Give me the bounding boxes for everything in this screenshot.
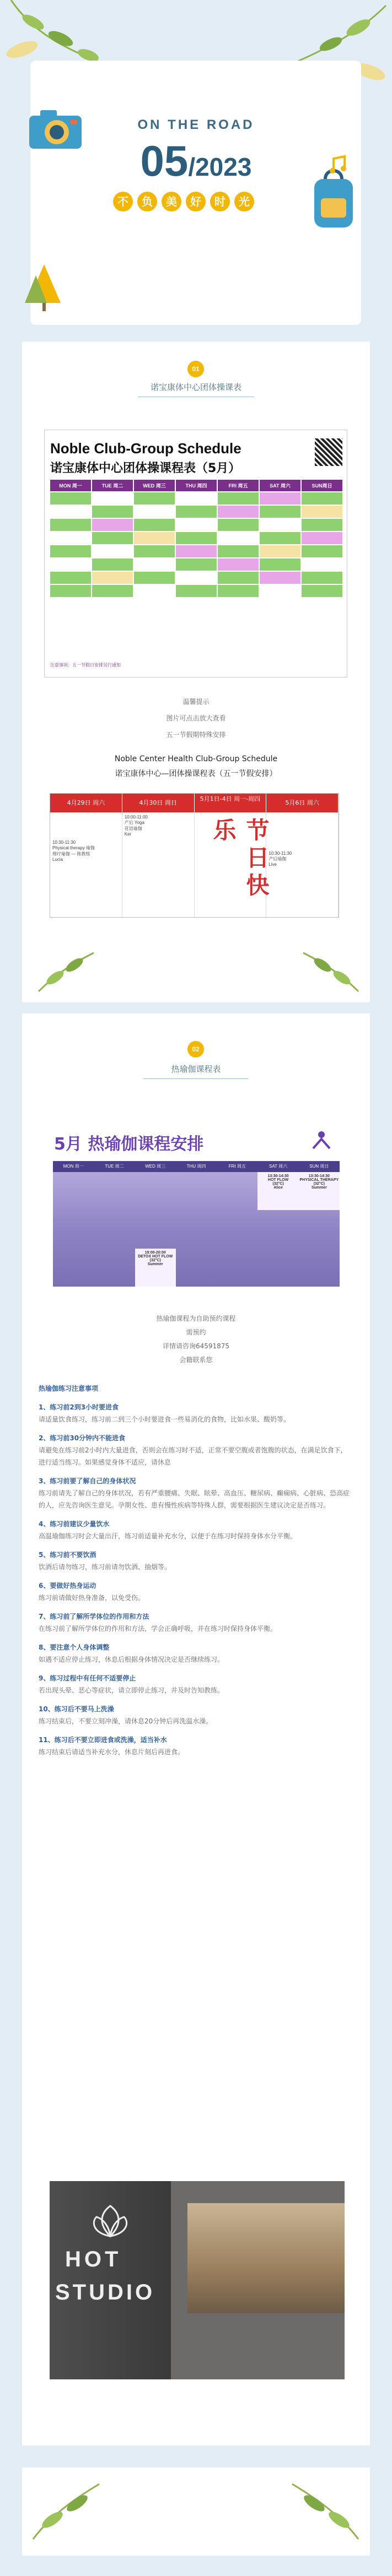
day-header: THU 周四: [176, 480, 217, 491]
class-cell: [50, 519, 91, 531]
hero-slogan: [113, 192, 254, 211]
tip-answer: 若出现头晕、恶心等症状，请立即停止练习，并及时告知教练。: [39, 1686, 224, 1694]
tip-question: 3、练习前要了解自己的身体状况: [39, 1477, 136, 1485]
yoga-day-header: WED 周三: [135, 1161, 176, 1172]
class-cell: [260, 572, 300, 584]
class-cell: [218, 492, 259, 505]
hot-studio-photo: [50, 2181, 345, 2379]
day-header: WED 周三: [134, 480, 175, 491]
class-cell: [260, 558, 300, 571]
class-cell: [302, 532, 342, 544]
hero-month: 05: [140, 137, 189, 185]
day-header: MON 周一: [50, 480, 91, 491]
class-cell: [260, 545, 300, 557]
holiday-date: 4月29日 周六: [50, 794, 122, 812]
holiday-cell: 10:30-11:30 产后瑜伽 Live: [266, 812, 339, 917]
class-cell: [302, 492, 342, 505]
class-cell: [50, 572, 91, 584]
tip-question: 5、练习前不要饮酒: [39, 1551, 96, 1559]
leaf-decoration-icon: [287, 2479, 364, 2545]
yoga-cell: [217, 1249, 257, 1287]
notice-line: 温馨提示: [182, 698, 210, 706]
class-cell: [218, 506, 259, 518]
section2-divider: [143, 1078, 249, 1079]
schedule-note: 注意事项：五一节假日安排另行通知: [50, 663, 121, 668]
class-cell: [134, 532, 175, 544]
class-cell: [50, 585, 91, 597]
yoga-day-header: SUN 周日: [299, 1161, 340, 1172]
yoga-cell: [135, 1172, 176, 1210]
class-cell: [302, 545, 342, 557]
class-cell: [302, 585, 342, 597]
holiday-title-en: Noble Center Health Club-Group Schedule: [114, 755, 278, 763]
slogan-char: 光: [234, 192, 254, 211]
class-cell: [134, 545, 175, 557]
day-header: SAT 周六: [260, 480, 300, 491]
class-cell: [92, 532, 133, 544]
yoga-cell: [135, 1210, 176, 1248]
schedule-title-cn: 诺宝康体中心团体操课程表（5月）: [50, 462, 241, 475]
class-cell: [176, 492, 217, 505]
hot-yoga-schedule-image[interactable]: [49, 1124, 343, 1289]
yoga-cell: [94, 1172, 135, 1210]
slogan-char: 负: [137, 192, 157, 211]
class-cell: [134, 492, 175, 505]
class-cell: [134, 519, 175, 531]
yoga-class-sat: 13:30-14:30 HOT FLOW (32°C) Alice: [257, 1172, 298, 1210]
yoga-cell: [176, 1172, 217, 1210]
class-cell: [176, 558, 217, 571]
section2-badge: 02: [187, 1041, 204, 1057]
info-line: 需预约: [186, 1328, 206, 1336]
class-cell: [260, 519, 300, 531]
yoga-cell: [53, 1249, 94, 1287]
class-cell: [218, 519, 259, 531]
yoga-cell: [94, 1249, 135, 1287]
tip-answer: 请避免在练习前2小时内大量进食，否则会在练习时不适，正常不要空腹或者饱腹的状态，在满足饮食下，进行适当练习。如果感觉身体不适应，请休息: [39, 1446, 347, 1466]
holiday-title-cn: 诺宝康体中心—团体操课程表（五一节假安排）: [115, 769, 277, 778]
tree-icon: [25, 264, 63, 314]
slogan-char: 不: [113, 192, 133, 211]
yoga-grid: [53, 1161, 340, 1287]
holiday-body-row: [50, 812, 339, 917]
tip-answer: 如遇不适应停止练习，休息后根据身体情况决定是否继续练习。: [39, 1656, 224, 1663]
leaf-decoration-icon: [28, 2479, 105, 2545]
hero-subtitle: ON THE ROAD: [137, 117, 255, 132]
yoga-cell: [94, 1210, 135, 1248]
class-cell: [218, 572, 259, 584]
yoga-day-header: SAT 周六: [257, 1161, 298, 1172]
tip-question: 1、练习前2到3小时要进食: [39, 1403, 119, 1411]
class-cell: [260, 506, 300, 518]
class-cell: [176, 545, 217, 557]
notice-line: 图片可点击放大查看: [166, 714, 226, 722]
class-cell: [218, 585, 259, 597]
studio-logo-text: HOT: [65, 2247, 122, 2271]
class-cell: [92, 492, 133, 505]
tip-question: 6、要做好热身运动: [39, 1582, 96, 1590]
hero-year: /2023: [188, 153, 252, 181]
class-cell: [134, 585, 175, 597]
holiday-date: 5月1日-4日 周一-周四: [195, 794, 267, 812]
holiday-cell: [195, 812, 270, 917]
studio-room: [187, 2203, 345, 2313]
tip-question: 7、练习前了解所学体位的作用和方法: [39, 1613, 149, 1620]
section2-title: 热瑜伽课程表: [171, 1064, 221, 1074]
day-header: FRI 周五: [218, 480, 259, 491]
tip-answer: 饮酒后请勿练习，练习前请勿饮酒、抽烟等。: [39, 1563, 171, 1571]
slogan-char: 时: [210, 192, 230, 211]
hero-banner: [0, 0, 392, 336]
tip-question: 2、练习前30分钟内不能进食: [39, 1434, 126, 1442]
qr-code-icon: [315, 438, 342, 466]
schedule-image[interactable]: [44, 430, 347, 677]
tip-answer: 练习前请先了解自己的身体状况，若有严重腰痛、失眠、眩晕、高血压、糖尿病、癫痫病、心脏病、恐高症的人，应先咨询医生意见。孕期女性、患有慢性疾病等特殊人群，需要根据医生建议决定是否练习。: [39, 1489, 350, 1509]
tip-answer: 请适量饮食练习，练习前二到三个小时要进食一些易消化的食物，比如水果、酸奶等。: [39, 1416, 291, 1423]
class-cell: [92, 506, 133, 518]
holiday-schedule-table[interactable]: [50, 793, 339, 918]
class-cell: [134, 506, 175, 518]
yoga-cell: [53, 1172, 94, 1210]
hero-date: [0, 136, 392, 186]
class-cell: [302, 519, 342, 531]
class-cell: [176, 585, 217, 597]
holiday-date: 5月6日 周六: [266, 794, 339, 812]
class-cell: [260, 532, 300, 544]
class-cell: [50, 532, 91, 544]
slogan-char: 好: [186, 192, 206, 211]
class-cell: [134, 558, 175, 571]
tip-answer: 练习结束后请适当补充水分，休息片刻后再进食。: [39, 1748, 185, 1756]
schedule-title-en: Noble Club-Group Schedule: [50, 440, 241, 457]
yoga-cell: [257, 1210, 298, 1248]
yoga-figure-icon: [308, 1129, 335, 1151]
tip-answer: 高温瑜伽练习时会大量出汗，练习前适量补充水分，以便于在练习时保持身体水分平衡。: [39, 1532, 297, 1540]
yoga-cell: [299, 1210, 340, 1248]
class-cell: [302, 506, 342, 518]
leaf-decoration-icon: [33, 947, 99, 997]
class-cell: [134, 572, 175, 584]
info-line: 详情请咨询64591875: [162, 1342, 230, 1350]
info-line: 会籍联系您: [179, 1356, 213, 1364]
class-cell: [50, 558, 91, 571]
class-cell: [218, 558, 259, 571]
yoga-cell: [176, 1210, 217, 1248]
yoga-cell: [217, 1172, 257, 1210]
class-cell: [176, 532, 217, 544]
class-cell: [92, 545, 133, 557]
yoga-day-header: THU 周四: [176, 1161, 217, 1172]
yoga-cell: [299, 1249, 340, 1287]
class-cell: [260, 585, 300, 597]
class-cell: [92, 558, 133, 571]
day-header: TUE 周二: [92, 480, 133, 491]
yoga-cell: [257, 1249, 298, 1287]
class-cell: [92, 585, 133, 597]
schedule-grid: [50, 480, 342, 597]
tips-heading: 热瑜伽练习注意事项: [39, 1385, 99, 1392]
studio-logo-text: STUDIO: [55, 2280, 155, 2304]
holiday-date: 4月30日 周日: [122, 794, 195, 812]
class-cell: [218, 532, 259, 544]
yoga-class-wed: 19:00-20:00 DETOX HOT FLOW (32°C) Summer: [135, 1249, 176, 1287]
holiday-greeting: 节日快乐: [210, 818, 270, 901]
class-cell: [50, 492, 91, 505]
holiday-cell: 10:00-11:00 产后 Yoga 花语瑜伽 Ker: [122, 812, 195, 917]
class-cell: [302, 558, 342, 571]
yoga-cell: [217, 1210, 257, 1248]
class-cell: [50, 506, 91, 518]
holiday-cell: 10:30-11:30 Physical therapy 瑜伽 理疗瑜伽 — 陈教练 Lucia: [50, 812, 122, 917]
class-cell: [176, 519, 217, 531]
tip-question: 11、练习后不要立即进食或洗澡，适当补水: [39, 1736, 167, 1744]
slogan-char: 美: [162, 192, 181, 211]
day-header: SUN周日: [302, 480, 342, 491]
notice-line: 五一节假期特殊安排: [166, 731, 226, 739]
section1-title: 诺宝康体中心团体操课表: [150, 382, 241, 392]
class-cell: [260, 492, 300, 505]
yoga-day-header: MON 周一: [53, 1161, 94, 1172]
leaf-decoration-icon: [298, 947, 364, 997]
yoga-title: 5月 热瑜伽课程安排: [54, 1135, 204, 1154]
tip-question: 10、练习后不要马上洗澡: [39, 1705, 114, 1713]
class-cell: [92, 572, 133, 584]
lotus-logo-icon: [88, 2203, 132, 2242]
tip-answer: 在练习前了解所学体位的作用和方法，学会正确呼吸，并在练习时保持身体平衡。: [39, 1625, 277, 1633]
tip-answer: 练习结束后，不要立刻冲澡，请休息20分钟后再洗温水澡。: [39, 1717, 213, 1725]
tip-question: 8、要注意个人身体调整: [39, 1644, 110, 1651]
class-cell: [176, 572, 217, 584]
yoga-day-header: TUE 周二: [94, 1161, 135, 1172]
section1-badge: 01: [187, 361, 204, 377]
holiday-header-row: [50, 794, 339, 812]
yoga-day-header: FRI 周五: [217, 1161, 257, 1172]
class-cell: [50, 545, 91, 557]
yoga-cell: [53, 1210, 94, 1248]
yoga-class-sun: 13:30-14:30 PHYSICAL THERAPY (32°C) Summer: [299, 1172, 340, 1210]
yoga-cell: [176, 1249, 217, 1287]
class-cell: [302, 572, 342, 584]
tip-question: 4、练习前建议少量饮水: [39, 1520, 110, 1528]
tips-section: [39, 1382, 353, 1758]
tip-answer: 练习前请做好热身准备，以免受伤。: [39, 1594, 145, 1602]
tip-question: 9、练习过程中有任何不适要停止: [39, 1674, 136, 1682]
info-line: 热瑜伽课程为自助预约课程: [156, 1315, 236, 1322]
class-cell: [218, 545, 259, 557]
class-cell: [92, 519, 133, 531]
class-cell: [176, 506, 217, 518]
